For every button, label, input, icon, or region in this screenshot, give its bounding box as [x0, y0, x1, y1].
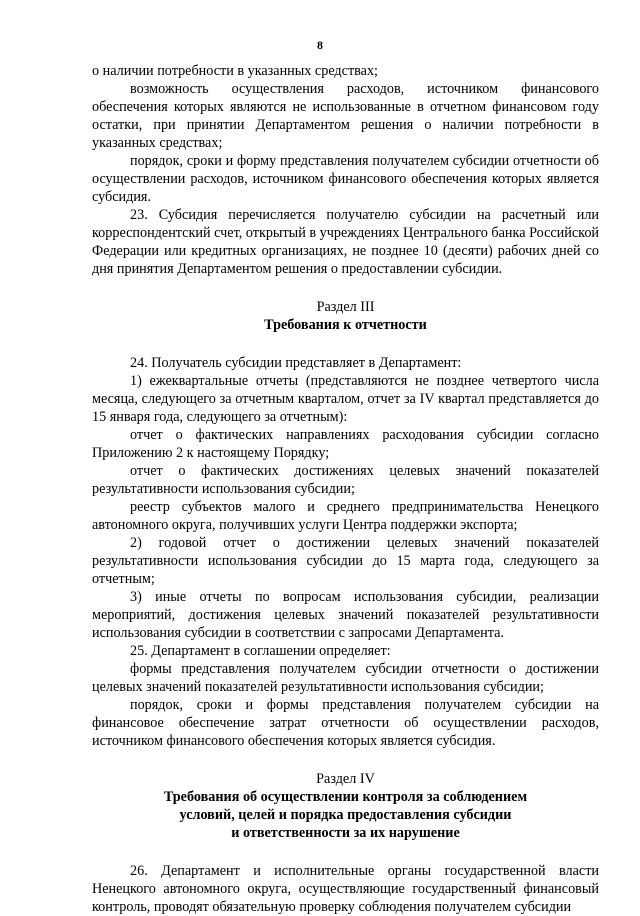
- list-subitem: отчет о фактических достижениях целевых значений показателей результативности использования субсидии;: [92, 463, 599, 497]
- section-4-title-line-1: Требования об осуществлении контроля за соблюдением: [163, 789, 528, 805]
- section-4-label: Раздел IV: [316, 771, 375, 787]
- section-4-title-line-2: условий, целей и порядка предоставления субсидии: [179, 807, 512, 823]
- section-3-label: Раздел III: [316, 299, 375, 315]
- paragraph-25: 25. Департамент в соглашении определяет:: [130, 643, 391, 659]
- paragraph: порядок, сроки и форму представления получателем субсидии отчетности об осуществлении расходов, источником финансового обеспечения которых является субсидия.: [92, 153, 599, 205]
- list-subitem: формы представления получателем субсидии отчетности о достижении целевых значений показателей результативности использования субсидии;: [92, 661, 599, 695]
- paragraph-23: 23. Субсидия перечисляется получателю субсидии на расчетный или корреспондентский счет, открытый в учреждениях Центрального банка Российской Федерации или кредитных организациях, не позднее 10 (десяти) рабочих дней со дня принятия Департаментом решения о предоставлении субсидии.: [92, 207, 599, 277]
- section-3-title: Требования к отчетности: [264, 317, 427, 333]
- list-item-24-3: 3) иные отчеты по вопросам использования субсидии, реализации мероприятий, достижения целевых значений показателей результативности использования субсидии в соответствии с запросами Департамента.: [92, 589, 599, 641]
- section-4-title-line-3: и ответственности за их нарушение: [231, 825, 460, 841]
- list-item-24-1: 1) ежеквартальные отчеты (представляются не позднее четвертого числа месяца, следующего за отчетным кварталом, отчет за IV квартал представляется до 15 января года, следующего за отчетным):: [92, 373, 599, 425]
- list-subitem: реестр субъектов малого и среднего предпринимательства Ненецкого автономного округа, получивших услуги Центра поддержки экспорта;: [92, 499, 599, 533]
- paragraph-26: 26. Департамент и исполнительные органы государственной власти Ненецкого автономного округа, осуществляющие государственный финансовый контроль, проводят обязательную проверку соблюдения получателем субсидии: [92, 863, 599, 915]
- list-item-24-2: 2) годовой отчет о достижении целевых значений показателей результативности использования субсидии до 15 марта года, следующего за отчетным;: [92, 535, 599, 587]
- page-number: 8: [317, 38, 323, 52]
- paragraph: о наличии потребности в указанных средствах;: [92, 63, 378, 79]
- list-subitem: порядок, сроки и формы представления получателем субсидии на финансовое обеспечение затрат отчетности об осуществлении расходов, источником финансового обеспечения которых является субсидия.: [92, 697, 599, 749]
- list-subitem: отчет о фактических направлениях расходования субсидии согласно Приложению 2 к настоящему Порядку;: [92, 427, 599, 461]
- document-body: [92, 62, 599, 916]
- paragraph-24: 24. Получатель субсидии представляет в Департамент:: [130, 355, 462, 371]
- paragraph: возможность осуществления расходов, источником финансового обеспечения которых являются не использованные в отчетном финансовом году остатки, при принятии Департаментом решения о наличии потребности в указанных средствах;: [92, 81, 599, 151]
